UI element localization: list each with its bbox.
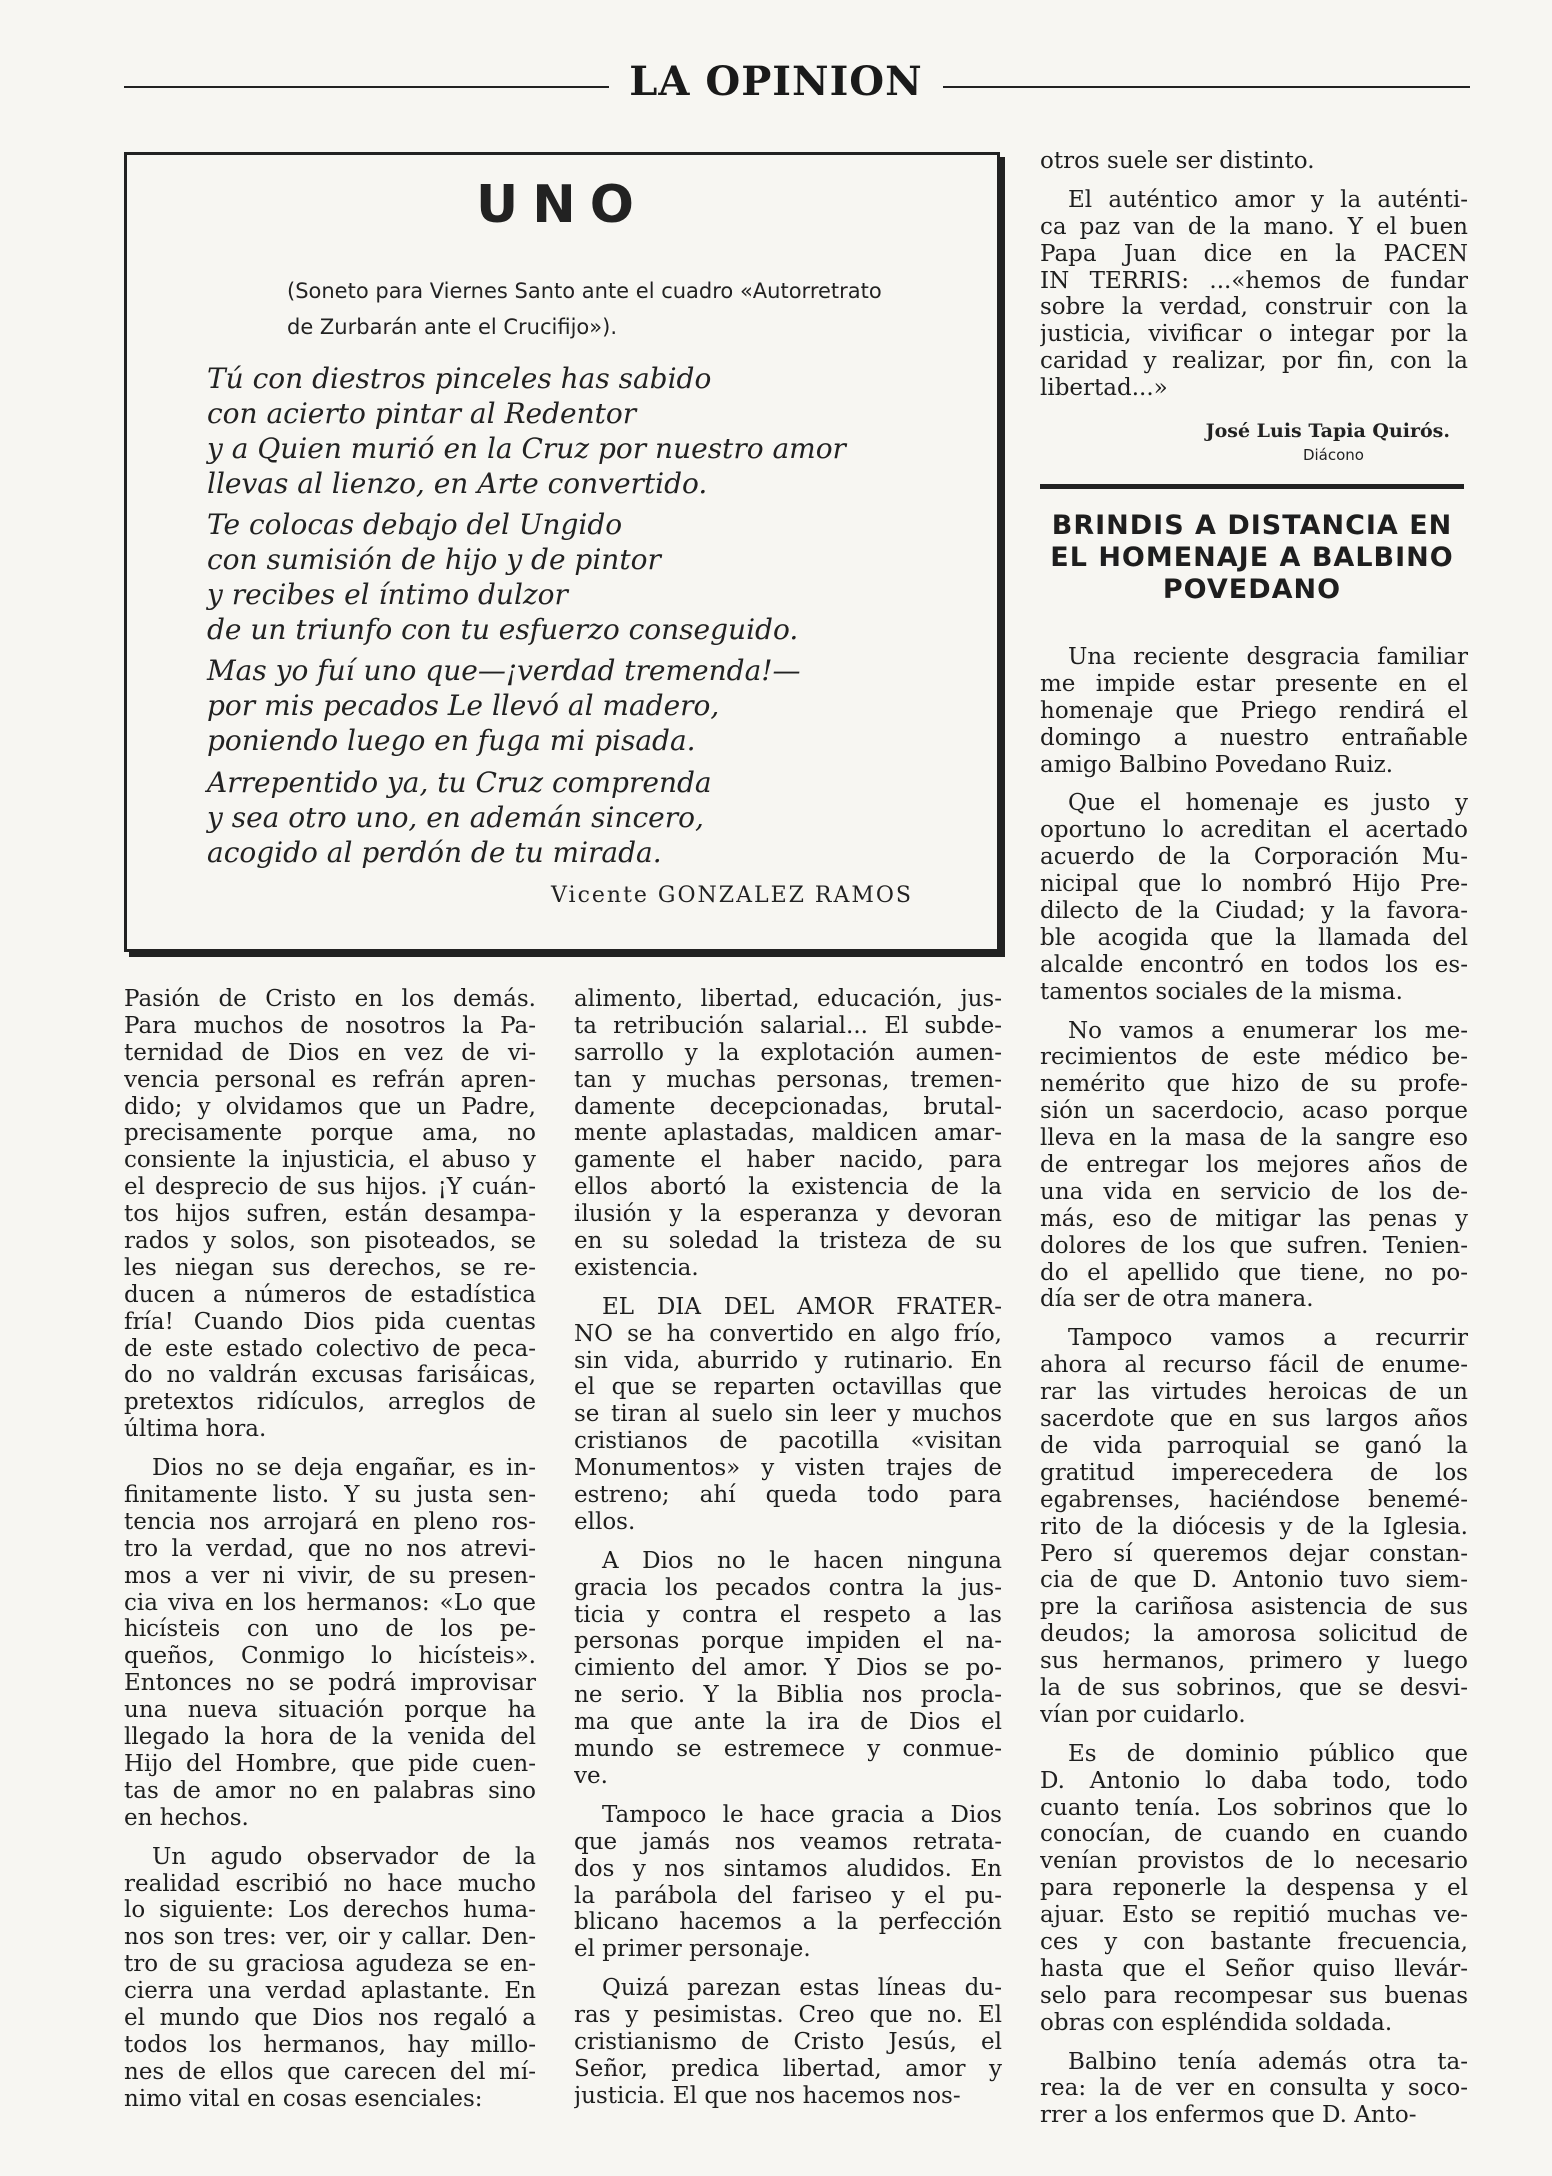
text-line: les niegan sus derechos, se re- bbox=[124, 1254, 536, 1281]
text-line: pretextos ridículos, arreglos de bbox=[124, 1389, 536, 1416]
text-line: hasta que el Señor quiso llevár- bbox=[1040, 1955, 1468, 1982]
headline-line: POVEDANO bbox=[1162, 574, 1342, 605]
text-line: el desprecio de sus hijos. ¡Y cuán- bbox=[124, 1174, 536, 1201]
poem-verse: acogido al perdón de tu mirada. bbox=[207, 836, 662, 869]
text-line: el mundo que Dios nos regaló a bbox=[124, 2004, 536, 2031]
text-line: Pasión de Cristo en los demás. bbox=[124, 986, 536, 1012]
text-line: Quizá parezan estas líneas du- bbox=[602, 1975, 1002, 2002]
poem-verse: poniendo luego en fuga mi pisada. bbox=[207, 724, 696, 757]
text-line: finitamente listo. Y su justa sen- bbox=[124, 1482, 536, 1509]
text-line: se tiran al suelo sin leer y muchos bbox=[574, 1401, 1002, 1428]
text-line: tos hijos sufren, están desampa- bbox=[124, 1201, 536, 1228]
text-line: Tampoco vamos a recurrir bbox=[1068, 1325, 1468, 1352]
text-line: Que el homenaje es justo y bbox=[1068, 790, 1468, 817]
text-line: todos los hermanos, hay millo- bbox=[124, 2031, 536, 2058]
text-line: Una reciente desgracia familiar bbox=[1068, 644, 1468, 670]
poem-subtitle-line: de Zurbarán ante el Crucifijo»). bbox=[287, 315, 617, 339]
paragraph bbox=[574, 1802, 1002, 1963]
paragraph bbox=[574, 1294, 1002, 1536]
text-line: ta retribución salarial... El subde- bbox=[574, 1012, 1002, 1039]
text-line: blicano hacemos a la perfección bbox=[574, 1909, 1002, 1936]
text-line: más, eso de mitigar las penas y bbox=[1040, 1205, 1468, 1232]
text-line: rea: la de ver en consulta y soco- bbox=[1040, 2075, 1468, 2102]
text-line: alimento, libertad, educación, jus- bbox=[574, 986, 1002, 1012]
text-line: existencia. bbox=[574, 1254, 699, 1281]
text-line: mente aplastadas, maldicen amar- bbox=[574, 1120, 1002, 1147]
text-line: acuerdo de la Corporación Mu- bbox=[1040, 844, 1468, 871]
poem-stanza bbox=[207, 765, 967, 870]
text-line: ilusión y la esperanza y devoran bbox=[574, 1201, 1002, 1228]
text-line: do el apellido que tiene, no po- bbox=[1040, 1259, 1468, 1286]
text-line: dido; y olvidamos que un Padre, bbox=[124, 1093, 536, 1120]
text-line: que jamás nos veamos retrata- bbox=[574, 1828, 1002, 1855]
text-line: No vamos a enumerar los me- bbox=[1068, 1017, 1468, 1044]
text-line: cristianos de pacotilla «visitan bbox=[574, 1428, 1002, 1455]
poem-verse: llevas al lienzo, en Arte convertido. bbox=[207, 467, 708, 500]
paragraph bbox=[1040, 1325, 1468, 1728]
poem-stanza bbox=[207, 653, 967, 758]
text-line: una nueva situación porque ha bbox=[124, 1697, 536, 1724]
text-line: ticia y contra el respeto a las bbox=[574, 1601, 1002, 1628]
article-column-1 bbox=[124, 986, 536, 2125]
text-line: en hechos. bbox=[124, 1804, 249, 1831]
text-line: A Dios no le hacen ninguna bbox=[602, 1547, 1002, 1574]
text-line: EL DIA DEL AMOR FRATER- bbox=[602, 1293, 1002, 1320]
text-line: nemérito que hizo de su profe- bbox=[1040, 1071, 1468, 1098]
text-line: oportuno lo acreditan el acertado bbox=[1040, 817, 1468, 844]
text-line: consiente la injusticia, el abuso y bbox=[124, 1147, 536, 1174]
text-line: personas porque impiden el na- bbox=[574, 1628, 1002, 1655]
text-line: deudos; la amorosa solicitud de bbox=[1040, 1621, 1468, 1648]
text-line: última hora. bbox=[124, 1416, 267, 1443]
poem-subtitle bbox=[287, 273, 927, 345]
text-line: conocían, de cuando en cuando bbox=[1040, 1821, 1468, 1848]
paragraph bbox=[574, 1548, 1002, 1790]
text-line: Entonces no se podrá improvisar bbox=[124, 1670, 536, 1697]
text-line: nicipal que lo nombró Hijo Pre- bbox=[1040, 871, 1468, 898]
text-line: de este estado colectivo de peca- bbox=[124, 1335, 536, 1362]
article-column-3-top bbox=[1040, 148, 1468, 414]
poem-verse: Tú con diestros pinceles has sabido bbox=[207, 362, 712, 395]
text-line: ellos abortó la existencia de la bbox=[574, 1174, 1002, 1201]
poem-verse: con sumisión de hijo y de pintor bbox=[207, 543, 661, 576]
poem-stanza bbox=[207, 507, 967, 647]
text-line: Señor, predica libertad, amor y bbox=[574, 2055, 1002, 2082]
text-line: queños, Conmigo lo hicísteis». bbox=[124, 1643, 536, 1670]
text-line: ras y pesimistas. Creo que no. El bbox=[574, 2002, 1002, 2029]
poem-subtitle-line: (Soneto para Viernes Santo ante el cuadro «Autorretrato bbox=[287, 279, 882, 303]
text-line: justicia, vivificar o integar por la bbox=[1040, 321, 1468, 348]
text-line: recimientos de este médico be- bbox=[1040, 1044, 1468, 1071]
paragraph bbox=[1040, 644, 1468, 778]
poem-verse: Te colocas debajo del Ungido bbox=[207, 508, 623, 541]
paragraph bbox=[1040, 790, 1468, 1005]
signature-name: José Luis Tapia Quirós. bbox=[1205, 420, 1450, 442]
text-line: estreno; ahí queda todo para bbox=[574, 1482, 1002, 1509]
text-line: Hijo del Hombre, que pide cuen- bbox=[124, 1750, 536, 1777]
text-line: ellos. bbox=[574, 1508, 636, 1535]
poem-verse: Arrepentido ya, tu Cruz comprenda bbox=[207, 766, 712, 799]
text-line: para reponerle la despensa y el bbox=[1040, 1875, 1468, 1902]
article-column-3 bbox=[1040, 644, 1468, 2141]
paragraph bbox=[124, 1455, 536, 1831]
poem-verse: de un triunfo con tu esfuerzo conseguido. bbox=[207, 613, 799, 646]
text-line: llegado la hora de la venida del bbox=[124, 1724, 536, 1751]
text-line: tamentos sociales de la misma. bbox=[1040, 978, 1403, 1005]
text-line: día ser de otra manera. bbox=[1040, 1286, 1314, 1313]
text-line: ces y con bastante frecuencia, bbox=[1040, 1928, 1468, 1955]
paragraph bbox=[574, 1975, 1002, 2109]
text-line: de vida parroquial se ganó la bbox=[1040, 1432, 1468, 1459]
text-line: Pero sí queremos dejar constan- bbox=[1040, 1540, 1468, 1567]
text-line: otros suele ser distinto. bbox=[1040, 148, 1315, 174]
text-line: alcalde encontró en todos los es- bbox=[1040, 951, 1468, 978]
text-line: cierra una verdad aplastante. En bbox=[124, 1978, 536, 2005]
paragraph bbox=[1040, 187, 1468, 402]
masthead bbox=[0, 58, 1552, 105]
paragraph bbox=[124, 986, 536, 1443]
article-column-2 bbox=[574, 986, 1002, 2122]
paragraph bbox=[574, 986, 1002, 1282]
paragraph bbox=[1040, 2049, 1468, 2130]
text-line: el que se reparten octavillas que bbox=[574, 1374, 1002, 1401]
text-line: Monumentos» y visten trajes de bbox=[574, 1455, 1002, 1482]
masthead-title: LA OPINION bbox=[609, 58, 942, 105]
text-line: NO se ha convertido en algo frío, bbox=[574, 1320, 1002, 1347]
poem-verse: y a Quien murió en la Cruz por nuestro amor bbox=[207, 432, 846, 465]
text-line: justicia. El que nos hacemos nos- bbox=[574, 2082, 961, 2109]
text-line: nes de ellos que carecen del mí- bbox=[124, 2058, 536, 2085]
text-line: mundo se estremece y conmue- bbox=[574, 1736, 1002, 1763]
text-line: cuanto tenía. Los sobrinos que lo bbox=[1040, 1794, 1468, 1821]
signature bbox=[1040, 420, 1450, 464]
text-line: pre la cariñosa asistencia de sus bbox=[1040, 1594, 1468, 1621]
text-line: vencia personal es refrán apren- bbox=[124, 1066, 536, 1093]
text-line: la de sus sobrinos, que se desvi- bbox=[1040, 1674, 1468, 1701]
text-line: cimiento del amor. Y Dios se po- bbox=[574, 1655, 1002, 1682]
text-line: tro la verdad, que no nos atrevi- bbox=[124, 1535, 536, 1562]
paragraph bbox=[1040, 1018, 1468, 1314]
headline-line: EL HOMENAJE A BALBINO bbox=[1050, 542, 1454, 573]
text-line: rar las virtudes heroicas de un bbox=[1040, 1379, 1468, 1406]
text-line: lleva en la masa de la sangre eso bbox=[1040, 1125, 1468, 1152]
text-line: dolores de los que sufren. Tenien- bbox=[1040, 1232, 1468, 1259]
text-line: Dios no se deja engañar, es in- bbox=[152, 1455, 536, 1482]
text-line: tas de amor no en palabras sino bbox=[124, 1777, 536, 1804]
text-line: ducen a números de estadística bbox=[124, 1281, 536, 1308]
text-line: sarrollo y la explotación aumen- bbox=[574, 1039, 1002, 1066]
poem-author: Vicente GONZALEZ RAMOS bbox=[551, 883, 913, 908]
poem-verse: y sea otro uno, en ademán sincero, bbox=[207, 801, 704, 834]
text-line: hicísteis con uno de los pe- bbox=[124, 1616, 536, 1643]
text-line: caridad y realizar, por fin, con la bbox=[1040, 348, 1468, 375]
text-line: ble acogida que la llamada del bbox=[1040, 924, 1468, 951]
text-line: cia de que D. Antonio tuvo siem- bbox=[1040, 1567, 1468, 1594]
text-line: IN TERRIS: ...«hemos de fundar bbox=[1040, 267, 1468, 294]
signature-role: Diácono bbox=[1302, 446, 1364, 464]
text-line: Es de dominio público que bbox=[1068, 1740, 1468, 1767]
text-line: Para muchos de nosotros la Pa- bbox=[124, 1012, 536, 1039]
poem-verse: con acierto pintar al Redentor bbox=[207, 397, 637, 430]
text-line: cristianismo de Cristo Jesús, el bbox=[574, 2028, 1002, 2055]
text-line: domingo a nuestro entrañable bbox=[1040, 724, 1468, 751]
text-line: gratitud imperecedera de los bbox=[1040, 1459, 1468, 1486]
poem-verse: Mas yo fuí uno que—¡verdad tremenda!— bbox=[207, 654, 801, 687]
text-line: rados y solos, son pisoteados, se bbox=[124, 1228, 536, 1255]
text-line: tro de su graciosa agudeza se en- bbox=[124, 1951, 536, 1978]
text-line: Un agudo observador de la bbox=[152, 1843, 536, 1870]
text-line: lo siguiente: Los derechos huma- bbox=[124, 1897, 536, 1924]
text-line: dos y nos sintamos aludidos. En bbox=[574, 1855, 1002, 1882]
poem-stanza bbox=[207, 361, 967, 501]
text-line: gamente el haber nacido, para bbox=[574, 1147, 1002, 1174]
text-line: cia viva en los hermanos: «Lo que bbox=[124, 1589, 536, 1616]
text-line: tencia nos arrojará en pleno ros- bbox=[124, 1508, 536, 1535]
text-line: ve. bbox=[574, 1762, 608, 1789]
text-line: me impide estar presente en el bbox=[1040, 670, 1468, 697]
text-line: sacerdote que en sus largos años bbox=[1040, 1406, 1468, 1433]
text-line: realidad escribió no hace mucho bbox=[124, 1870, 536, 1897]
text-line: egabrenses, haciéndose benemé- bbox=[1040, 1486, 1468, 1513]
poem-verse: y recibes el íntimo dulzor bbox=[207, 578, 568, 611]
text-line: homenaje que Priego rendirá el bbox=[1040, 697, 1468, 724]
text-line: ahora al recurso fácil de enume- bbox=[1040, 1352, 1468, 1379]
poem-title: UNO bbox=[476, 175, 648, 235]
text-line: damente decepcionadas, brutal- bbox=[574, 1093, 1002, 1120]
text-line: obras con espléndida soldada. bbox=[1040, 2009, 1393, 2036]
text-line: sobre la verdad, construir con la bbox=[1040, 294, 1468, 321]
paragraph bbox=[1040, 1741, 1468, 2037]
poem-box bbox=[124, 152, 1000, 952]
headline-line: BRINDIS A DISTANCIA EN bbox=[1051, 510, 1453, 541]
text-line: dilecto de la Ciudad; y la favora- bbox=[1040, 898, 1468, 925]
text-line: sus hermanos, primero y luego bbox=[1040, 1648, 1468, 1675]
article-headline bbox=[1040, 510, 1464, 606]
text-line: ma que ante la ira de Dios el bbox=[574, 1709, 1002, 1736]
text-line: una vida en servicio de los de- bbox=[1040, 1178, 1468, 1205]
text-line: la parábola del fariseo y el pu- bbox=[574, 1882, 1002, 1909]
poem-verse: por mis pecados Le llevó al madero, bbox=[207, 689, 720, 722]
text-line: ne serio. Y la Biblia nos procla- bbox=[574, 1682, 1002, 1709]
text-line: rrer a los enfermos que D. Anto- bbox=[1040, 2102, 1417, 2129]
text-line: tan y muchas personas, tremen- bbox=[574, 1066, 1002, 1093]
text-line: en su soledad la tristeza de su bbox=[574, 1228, 1002, 1255]
text-line: mos a ver ni vivir, de su presen- bbox=[124, 1562, 536, 1589]
text-line: el primer personaje. bbox=[574, 1936, 811, 1963]
text-line: nimo vital en cosas esenciales: bbox=[124, 2085, 483, 2112]
text-line: ajuar. Esto se repitió muchas ve- bbox=[1040, 1902, 1468, 1929]
text-line: amigo Balbino Povedano Ruiz. bbox=[1040, 751, 1394, 778]
text-line: fría! Cuando Dios pida cuentas bbox=[124, 1308, 536, 1335]
text-line: sin vida, aburrido y rutinario. En bbox=[574, 1347, 1002, 1374]
text-line: ca paz van de la mano. Y el buen bbox=[1040, 213, 1468, 240]
text-line: gracia los pecados contra la jus- bbox=[574, 1574, 1002, 1601]
text-line: El auténtico amor y la auténti- bbox=[1068, 186, 1468, 213]
text-line: de entregar los mejores años de bbox=[1040, 1152, 1468, 1179]
paragraph bbox=[124, 1844, 536, 2113]
text-line: ternidad de Dios en vez de vi- bbox=[124, 1039, 536, 1066]
text-line: do no valdrán excusas farisáicas, bbox=[124, 1362, 536, 1389]
text-line: Tampoco le hace gracia a Dios bbox=[602, 1801, 1002, 1828]
text-line: rito de la diócesis y de la Iglesia. bbox=[1040, 1513, 1468, 1540]
paragraph bbox=[1040, 148, 1468, 175]
text-line: sión un sacerdocio, acaso porque bbox=[1040, 1098, 1468, 1125]
text-line: selo para recompesar sus buenas bbox=[1040, 1982, 1468, 2009]
text-line: Papa Juan dice en la PACEN bbox=[1040, 240, 1468, 267]
text-line: Balbino tenía además otra ta- bbox=[1068, 2048, 1468, 2075]
text-line: libertad...» bbox=[1040, 375, 1168, 402]
text-line: nos son tres: ver, oir y callar. Den- bbox=[124, 1924, 536, 1951]
text-line: D. Antonio lo daba todo, todo bbox=[1040, 1767, 1468, 1794]
section-divider bbox=[1040, 484, 1464, 489]
text-line: vían por cuidarlo. bbox=[1040, 1701, 1246, 1728]
text-line: venían provistos de lo necesario bbox=[1040, 1848, 1468, 1875]
text-line: precisamente porque ama, no bbox=[124, 1120, 536, 1147]
